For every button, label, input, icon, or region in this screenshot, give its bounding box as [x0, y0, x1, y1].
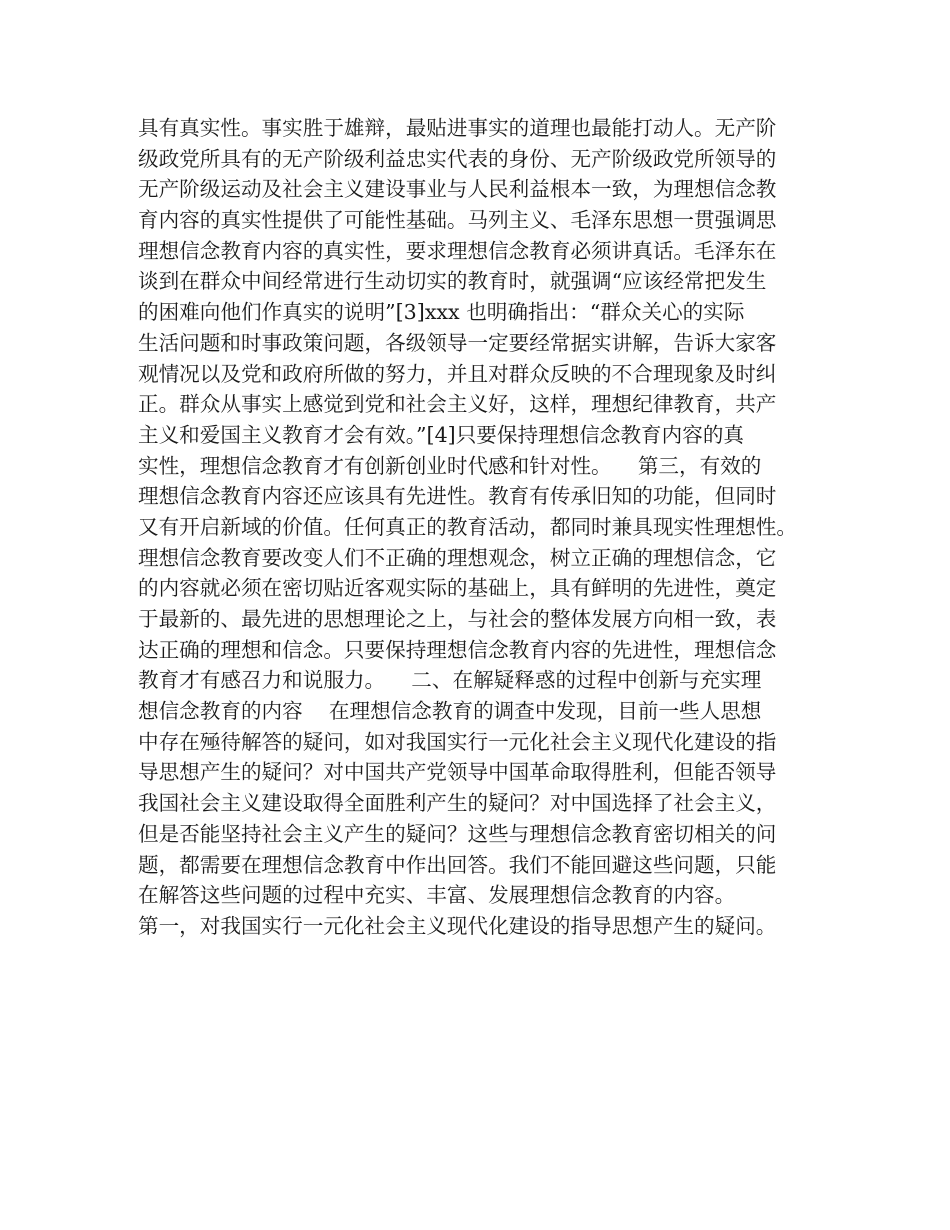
text-line: 谈到在群众中间经常进行生动切实的教育时，就强调“应该经常把发生 [138, 269, 767, 294]
text-line: 想信念教育的内容 在理想信念教育的调查中发现，目前一些人思想 [138, 699, 762, 724]
text-line: 的内容就必须在密切贴近客观实际的基础上，具有鲜明的先进性，奠定 [138, 576, 777, 601]
text-line: 实性，理想信念教育才有创新创业时代感和针对性。 第三，有效的 [138, 453, 762, 478]
text-line: 正。群众从事实上感觉到党和社会主义好，这样，理想纪律教育，共产 [138, 392, 777, 417]
text-line: 达正确的理想和信念。只要保持理想信念教育内容的先进性，理想信念 [138, 637, 777, 662]
text-line: 于最新的、最先进的思想理论之上，与社会的整体发展方向相一致，表 [138, 607, 777, 631]
text-line: 又有开启新域的价值。任何真正的教育活动，都同时兼具现实性理想性。 [138, 514, 797, 539]
text-line: 第一，对我国实行一元化社会主义现代化建设的指导思想产生的疑问。 [138, 913, 777, 938]
text-line: 理想信念教育内容还应该具有先进性。教育有传承旧知的功能，但同时 [138, 484, 777, 509]
text-line: 中存在殛待解答的疑问，如对我国实行一元化社会主义现代化建设的指 [138, 729, 777, 754]
text-line: 具有真实性。事实胜于雄辩，最贴进事实的道理也最能打动人。无产阶 [138, 116, 777, 140]
text-line: 题，都需要在理想信念教育中作出回答。我们不能回避这些问题，只能 [138, 852, 777, 877]
text-line: 无产阶级运动及社会主义建设事业与人民利益根本一致，为理想信念教 [138, 177, 777, 202]
text-line: 的困难向他们作真实的说明”[3]xxx 也明确指出：“群众关心的实际 [138, 300, 745, 325]
text-line: 教育才有感召力和说服力。 二、在解疑释惑的过程中创新与充实理 [138, 668, 762, 693]
text-line: 主义和爱国主义教育才会有效。”[4]只要保持理想信念教育内容的真 [138, 422, 745, 447]
text-line: 生活问题和时事政策问题，各级领导一定要经常据实讲解，告诉大家客 [138, 330, 777, 355]
text-line: 级政党所具有的无产阶级利益忠实代表的身份、无产阶级政党所领导的 [138, 146, 777, 171]
text-line: 理想信念教育要改变人们不正确的理想观念，树立正确的理想信念，它 [138, 545, 777, 570]
text-line: 但是否能坚持社会主义产生的疑问？这些与理想信念教育密切相关的问 [138, 821, 777, 846]
text-line: 在解答这些问题的过程中充实、丰富、发展理想信念教育的内容。 [138, 883, 736, 908]
text-line: 导思想产生的疑问？对中国共产党领导中国革命取得胜利，但能否领导 [138, 760, 777, 785]
body-text [138, 113, 828, 942]
text-line: 育内容的真实性提供了可能性基础。马列主义、毛泽东思想一贯强调思 [138, 208, 777, 233]
text-line: 我国社会主义建设取得全面胜利产生的疑问？对中国选择了社会主义， [138, 791, 777, 816]
text-line: 观情况以及党和政府所做的努力，并且对群众反映的不合理现象及时纠 [138, 361, 777, 386]
text-line: 理想信念教育内容的真实性，要求理想信念教育必须讲真话。毛泽东在 [138, 238, 777, 263]
